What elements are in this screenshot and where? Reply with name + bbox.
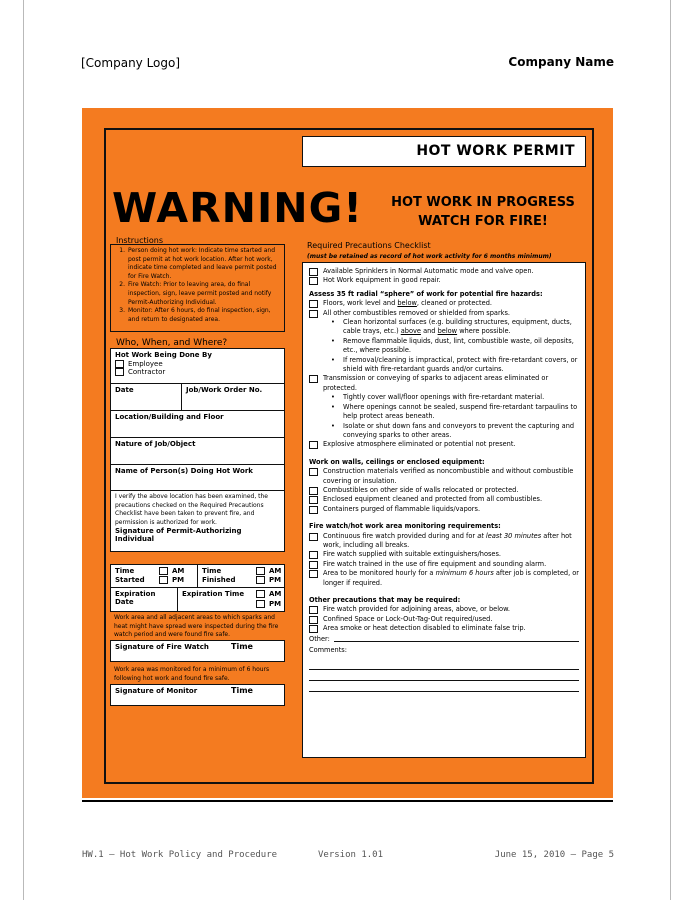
date-field[interactable] xyxy=(110,383,182,411)
check-text: Floors, work level and below, cleaned or protected. xyxy=(323,299,492,308)
check-item[interactable] xyxy=(309,615,579,624)
verify-text: I verify the above location has been examined, the precautions checked on the Required Precautions Checklist have been taken to prevent fire, and permission is authorized for work. xyxy=(115,493,268,526)
check-item[interactable] xyxy=(309,505,579,514)
pm-label: PM xyxy=(172,576,185,584)
footer-doc-title: HW.1 – Hot Work Policy and Procedure xyxy=(82,850,278,860)
bullet-icon: • xyxy=(331,402,335,411)
contractor-label: Contractor xyxy=(128,368,166,376)
bullet-item: • If removal/cleaning is impractical, protect with fire-retardant covers, or shield with fire-retardant guards and/or curtains. xyxy=(331,355,578,374)
checklist-box xyxy=(302,262,586,758)
check-item[interactable] xyxy=(309,299,579,308)
check-item[interactable] xyxy=(309,309,579,318)
comment-line[interactable] xyxy=(309,659,579,670)
comment-line[interactable] xyxy=(309,681,579,692)
bullet-item: • Remove flammable liquids, dust, lint, combustible waste, oil deposits, etc., where possible. xyxy=(331,336,574,355)
person-field[interactable] xyxy=(110,464,285,491)
done-by-label: Hot Work Being Done By xyxy=(115,351,212,359)
www-title: Who, When, and Where? xyxy=(116,338,228,348)
check-item[interactable] xyxy=(309,467,579,486)
instruction-number: 2. xyxy=(119,281,125,289)
bullet-item: • Clean horizontal surfaces (e.g. building structures, equipment, ducts, cable trays, etc.) above and below where possible. xyxy=(331,318,572,336)
instruction-text: Fire Watch: Prior to leaving area, do final inspection, sign, leave permit posted and notify Permit-Authorizing Individual. xyxy=(128,281,272,306)
finished-pm-checkbox[interactable] xyxy=(256,576,265,584)
comments-area[interactable] xyxy=(309,659,579,692)
check-item[interactable] xyxy=(309,374,579,393)
checkbox[interactable] xyxy=(309,441,318,449)
authorization-cell[interactable] xyxy=(110,490,285,552)
warning-heading: WARNING! xyxy=(112,184,363,232)
firewatch-note: Work area and all adjacent areas to which sparks and heat might have spread were inspected during the fire watch period and were found fire safe. xyxy=(114,614,279,638)
instruction-text: Monitor: After 6 hours, do final inspection, sign, and return to designated area. xyxy=(128,307,271,323)
check-text: Explosive atmosphere eliminated or potential not present. xyxy=(323,440,516,449)
started-am-checkbox[interactable] xyxy=(159,567,168,575)
checkbox[interactable] xyxy=(309,506,318,514)
exp-time-label: Expiration Time xyxy=(182,590,245,598)
exp-date-label: Expiration Date xyxy=(115,590,156,606)
checkbox[interactable] xyxy=(309,300,318,308)
am-label: AM xyxy=(269,590,282,598)
time-finished-label: Time Finished xyxy=(202,567,236,584)
sig-firewatch-label: Signature of Fire Watch xyxy=(115,643,209,651)
assess-heading: Assess 35 ft radial “sphere” of work for potential fire hazards: xyxy=(309,289,543,298)
check-item[interactable] xyxy=(309,532,579,551)
bullet-item: • Tightly cover wall/floor openings with fire-retardant material. xyxy=(331,393,545,402)
job-order-label: Job/Work Order No. xyxy=(186,386,263,394)
signature-auth-label: Signature of Permit-Authorizing Individual xyxy=(115,527,242,543)
checkbox[interactable] xyxy=(309,277,318,285)
instruction-item xyxy=(115,247,280,281)
check-text: Containers purged of flammable liquids/vapors. xyxy=(323,504,481,513)
sig-monitor-field[interactable] xyxy=(110,684,285,706)
checkbox[interactable] xyxy=(309,487,318,495)
checkbox[interactable] xyxy=(309,551,318,559)
check-text: Fire watch trained in the use of fire equipment and sounding alarm. xyxy=(323,559,547,568)
check-text: Confined Space or Lock-Out-Tag-Out required/used. xyxy=(323,614,493,623)
firewatch-heading: Fire watch/hot work area monitoring requirements: xyxy=(309,522,501,531)
instruction-number: 3. xyxy=(119,307,125,315)
pm-label: PM xyxy=(269,576,282,584)
other-line[interactable] xyxy=(334,635,579,642)
contractor-checkbox[interactable] xyxy=(115,368,124,376)
check-item[interactable] xyxy=(309,560,579,569)
instructions-box xyxy=(110,244,285,332)
company-logo-placeholder: [Company Logo] xyxy=(81,56,181,70)
exp-am-checkbox[interactable] xyxy=(256,590,265,598)
employee-option[interactable] xyxy=(115,360,280,368)
company-name: Company Name xyxy=(508,55,614,69)
job-order-field[interactable] xyxy=(181,383,285,411)
bullet-icon: • xyxy=(331,336,335,345)
check-item[interactable] xyxy=(309,486,579,495)
expiration-time-field[interactable] xyxy=(177,587,285,612)
check-item[interactable] xyxy=(309,267,579,276)
image-bottom-rule xyxy=(82,800,613,802)
comments-label: Comments: xyxy=(309,646,347,655)
check-item[interactable] xyxy=(309,440,579,449)
check-text: Enclosed equipment cleaned and protected from all combustibles. xyxy=(323,495,543,504)
time-label: Time xyxy=(231,642,253,651)
other-field[interactable] xyxy=(309,635,579,644)
checkbox[interactable] xyxy=(309,496,318,504)
walls-heading: Work on walls, ceilings or enclosed equipment: xyxy=(309,457,485,466)
hot-work-banner xyxy=(378,193,588,231)
employee-label: Employee xyxy=(128,360,163,368)
checkbox[interactable] xyxy=(309,468,318,476)
checkbox[interactable] xyxy=(309,561,318,569)
done-by-cell xyxy=(110,348,285,384)
instruction-number: 1. xyxy=(119,247,125,254)
check-item[interactable] xyxy=(309,495,579,504)
check-text: Available Sprinklers in Normal Automatic mode and valve open. xyxy=(323,267,534,275)
check-item[interactable] xyxy=(309,550,579,559)
time-started-label: Time Started xyxy=(115,567,145,584)
checklist-subtitle: (must be retained as record of hot work activity for 6 months minimum) xyxy=(307,253,552,260)
footer-version: Version 1.01 xyxy=(318,850,384,860)
am-label: AM xyxy=(269,567,282,575)
bullet-item: • Isolate or shut down fans and conveyors to prevent the capturing and conveying sparks to other areas. xyxy=(331,421,575,439)
banner-line-2: WATCH FOR FIRE! xyxy=(418,214,548,229)
check-item[interactable] xyxy=(309,569,579,588)
date-label: Date xyxy=(115,386,134,394)
permit-title: HOT WORK PERMIT xyxy=(416,143,575,159)
check-item[interactable] xyxy=(309,605,579,614)
checkbox[interactable] xyxy=(309,533,318,541)
check-text: Hot Work equipment in good repair. xyxy=(323,276,441,285)
check-text: Fire watch supplied with suitable extinguishers/hoses. xyxy=(323,550,502,559)
bullet-icon: • xyxy=(331,355,335,364)
pm-label: PM xyxy=(269,600,282,608)
employee-checkbox[interactable] xyxy=(115,360,124,368)
check-text: Continuous fire watch provided during and for at least 30 minutes after hot work, including all breaks. xyxy=(323,531,572,549)
bullet-icon: • xyxy=(331,393,335,402)
bullet-icon: • xyxy=(331,421,335,430)
checkbox[interactable] xyxy=(309,616,318,624)
footer-page: June 15, 2010 – Page 5 xyxy=(494,850,614,860)
person-label: Name of Person(s) Doing Hot Work xyxy=(115,467,253,475)
checkbox[interactable] xyxy=(309,268,318,276)
bullet-item: • Where openings cannot be sealed, suspend fire-retardant tarpaulins to help protect areas beneath. xyxy=(331,402,578,421)
sig-monitor-label: Signature of Monitor xyxy=(115,687,198,695)
time-finished-field[interactable] xyxy=(197,564,285,588)
contractor-option[interactable] xyxy=(115,368,280,376)
checkbox[interactable] xyxy=(309,570,318,578)
exp-pm-checkbox[interactable] xyxy=(256,600,265,608)
check-text: Transmission or conveying of sparks to adjacent areas eliminated or protected. xyxy=(323,374,549,392)
monitor-note: Work area was monitored for a minimum of 6 hours following hot work and found fire safe. xyxy=(114,666,270,682)
permit-title-box xyxy=(302,136,586,167)
www-form xyxy=(110,348,285,708)
bullet-icon: • xyxy=(331,318,335,327)
time-label: Time xyxy=(231,686,253,695)
instruction-text: Person doing hot work: Indicate time started and post permit at hot work location. After hot work, indicate time completed and leave permit posted for Fire Watch. xyxy=(128,247,277,280)
checkbox[interactable] xyxy=(309,606,318,614)
check-text: Construction materials verified as noncombustible and without combustible covering or insulation. xyxy=(323,467,574,485)
started-pm-checkbox[interactable] xyxy=(159,576,168,584)
comment-line[interactable] xyxy=(309,670,579,681)
check-text: Fire watch provided for adjoining areas, above, or below. xyxy=(323,605,510,614)
check-text: Area to be monitored hourly for a minimum 6 hours after job is completed, or longer if required. xyxy=(323,569,580,587)
instruction-item xyxy=(115,307,280,324)
expiration-date-field[interactable] xyxy=(110,587,178,612)
banner-line-1: HOT WORK IN PROGRESS xyxy=(391,195,575,210)
instruction-item xyxy=(115,281,280,307)
location-field[interactable] xyxy=(110,410,285,438)
checkbox[interactable] xyxy=(309,375,318,383)
time-started-field[interactable] xyxy=(110,564,198,588)
checklist-title: Required Precautions Checklist xyxy=(307,241,431,250)
finished-am-checkbox[interactable] xyxy=(256,567,265,575)
am-label: AM xyxy=(172,567,185,575)
check-item[interactable] xyxy=(309,276,579,285)
sig-firewatch-field[interactable] xyxy=(110,640,285,662)
check-text: Combustibles on other side of walls relocated or protected. xyxy=(323,485,519,494)
nature-field[interactable] xyxy=(110,437,285,465)
nature-label: Nature of Job/Object xyxy=(115,440,196,448)
other-label: Other: xyxy=(309,634,330,643)
checkbox[interactable] xyxy=(309,625,318,633)
other-heading: Other precautions that may be required: xyxy=(309,596,461,604)
check-item[interactable] xyxy=(309,624,579,633)
instructions-title: Instructions xyxy=(116,236,163,245)
checkbox[interactable] xyxy=(309,310,318,318)
location-label: Location/Building and Floor xyxy=(115,413,224,421)
check-text: Area smoke or heat detection disabled to eliminate false trip. xyxy=(323,624,526,633)
check-text: All other combustibles removed or shielded from sparks. xyxy=(323,308,511,317)
